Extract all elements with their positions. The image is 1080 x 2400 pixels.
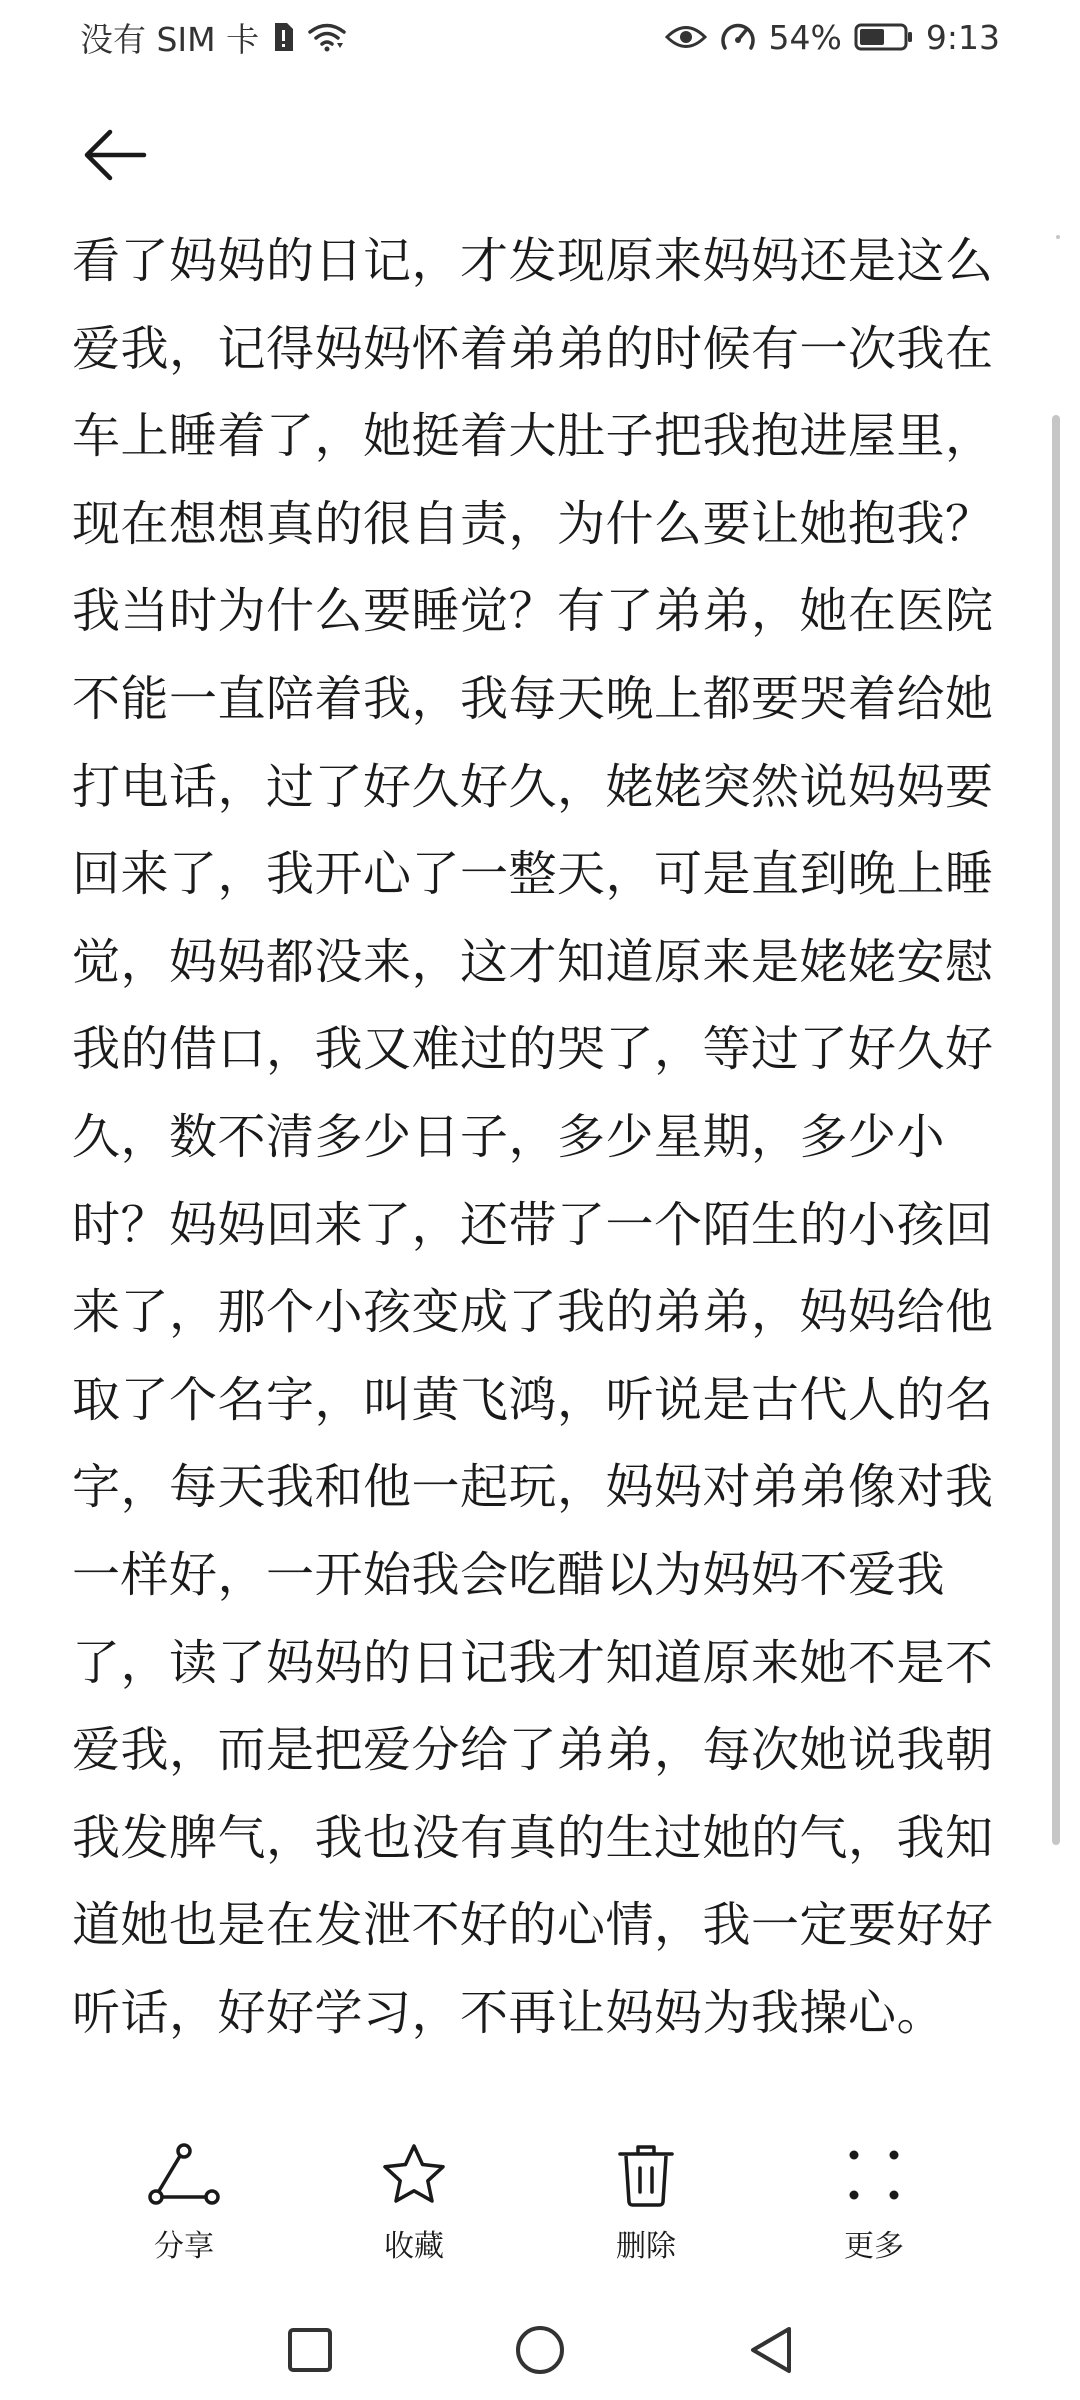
- note-text-line: 觉，妈妈都没来，这才知道原来是姥姥安慰: [72, 933, 994, 990]
- header: [0, 110, 1080, 200]
- note-text-line: 我发脾气，我也没有真的生过她的气，我知: [72, 1809, 994, 1866]
- share-button[interactable]: [104, 2120, 264, 2280]
- note-text-line: 爱我，记得妈妈怀着弟弟的时候有一次我在: [72, 320, 994, 377]
- note-text-line: 爱我，而是把爱分给了弟弟，每次她说我朝: [72, 1722, 994, 1779]
- trash-icon: [606, 2135, 686, 2215]
- note-text-line: 一样好，一开始我会吃醋以为妈妈不爱我: [72, 1546, 946, 1603]
- note-text-line: 现在想想真的很自责，为什么要让她抱我？: [72, 495, 994, 552]
- note-text-line: 打电话，过了好久好久，姥姥突然说妈妈要: [72, 758, 994, 815]
- navigation-bar: [0, 2300, 1080, 2400]
- favorite-button[interactable]: [334, 2120, 494, 2280]
- note-text-line: 了，读了妈妈的日记我才知道原来她不是不: [72, 1634, 994, 1691]
- scrollbar-thumb[interactable]: [1052, 415, 1060, 1845]
- action-bar: [0, 2120, 1080, 2280]
- note-text-line: 我的借口，我又难过的哭了，等过了好久好: [72, 1021, 994, 1078]
- note-text-line: 不能一直陪着我，我每天晚上都要哭着给她: [72, 670, 994, 727]
- note-text-line: 听话，好好学习，不再让妈妈为我操心。: [72, 1984, 946, 2041]
- delete-button[interactable]: [566, 2120, 726, 2280]
- note-text-line: 字，每天我和他一起玩，妈妈对弟弟像对我: [72, 1459, 994, 1516]
- back-button[interactable]: [70, 110, 160, 200]
- nav-back-button[interactable]: [735, 2315, 805, 2385]
- more-dots-icon: [834, 2135, 914, 2215]
- triangle-back-icon: [745, 2324, 795, 2376]
- status-time: 9:13: [925, 17, 1000, 57]
- status-left: [80, 14, 347, 61]
- favorite-label: 收藏: [384, 2229, 444, 2264]
- status-right: [665, 18, 1000, 57]
- back-arrow-icon: [82, 127, 148, 183]
- more-button[interactable]: [794, 2120, 954, 2280]
- carrier-text: 没有 SIM 卡: [80, 19, 260, 59]
- note-text-line: 久，数不清多少日子，多少星期，多少小: [72, 1108, 946, 1165]
- status-bar: [0, 0, 1080, 74]
- note-text-line: 时？妈妈回来了，还带了一个陌生的小孩回: [72, 1196, 994, 1253]
- speed-icon: [719, 20, 757, 54]
- note-text-line: 车上睡着了，她挺着大肚子把我抱进屋里，: [72, 408, 994, 465]
- circle-icon: [514, 2324, 566, 2376]
- scroll-indicator-top: [1056, 235, 1060, 239]
- share-icon: [144, 2135, 224, 2215]
- eye-icon: [665, 22, 707, 52]
- battery-percent: 54%: [768, 17, 842, 57]
- sim-alert-icon: [271, 21, 295, 53]
- note-content[interactable]: [72, 218, 1002, 2057]
- note-text-line: 看了妈妈的日记，才发现原来妈妈还是这么: [72, 233, 994, 289]
- note-text-line: 我当时为什么要睡觉？有了弟弟，她在医院: [72, 583, 994, 640]
- note-text-line: 回来了，我开心了一整天，可是直到晚上睡: [72, 846, 994, 903]
- star-icon: [374, 2135, 454, 2215]
- note-text-line: 道她也是在发泄不好的心情，我一定要好好: [72, 1897, 994, 1954]
- share-label: 分享: [154, 2229, 214, 2264]
- battery-icon: [854, 22, 914, 52]
- note-text-line: 取了个名字，叫黄飞鸿，听说是古代人的名: [72, 1371, 994, 1428]
- note-text-line: 来了，那个小孩变成了我的弟弟，妈妈给他: [72, 1284, 994, 1341]
- wifi-icon: [307, 21, 347, 53]
- delete-label: 删除: [616, 2229, 676, 2264]
- more-label: 更多: [844, 2229, 904, 2264]
- home-button[interactable]: [505, 2315, 575, 2385]
- recent-apps-button[interactable]: [275, 2315, 345, 2385]
- square-icon: [286, 2326, 334, 2374]
